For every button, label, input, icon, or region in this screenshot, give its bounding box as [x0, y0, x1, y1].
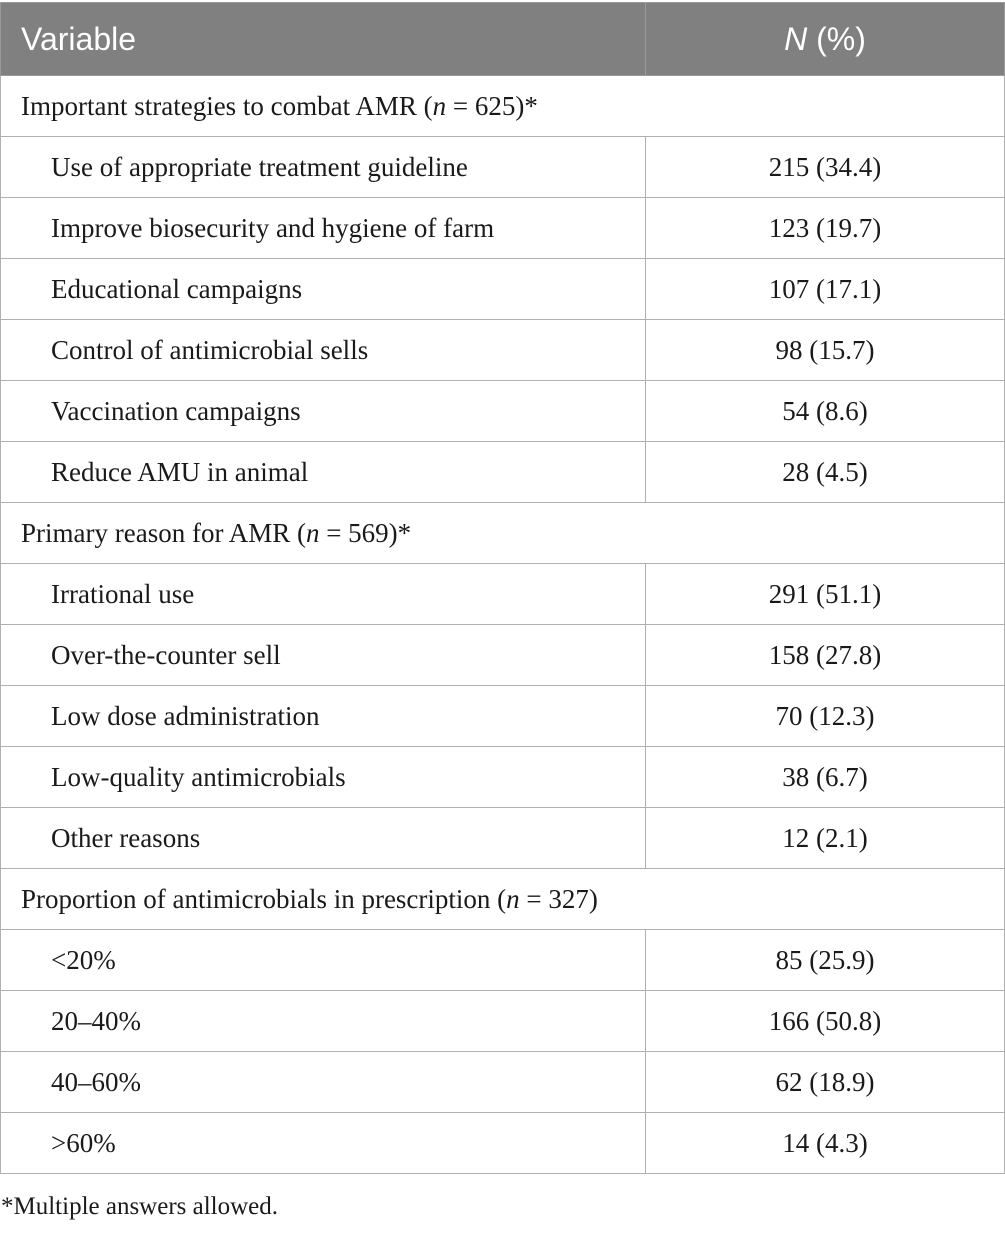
row-value: 62 (18.9) — [646, 1052, 1005, 1113]
row-value: 166 (50.8) — [646, 991, 1005, 1052]
header-n-symbol: N — [784, 20, 808, 57]
group-row — [1, 503, 1005, 564]
row-label: Reduce AMU in animal — [1, 442, 646, 503]
table-row — [1, 564, 1005, 625]
row-value: 123 (19.7) — [646, 198, 1005, 259]
table-row — [1, 747, 1005, 808]
row-value: 158 (27.8) — [646, 625, 1005, 686]
table-footnote: *Multiple answers allowed. — [1, 1193, 279, 1220]
group-title: Proportion of antimicrobials in prescription (n = 327) — [1, 869, 1005, 930]
row-label: Low dose administration — [1, 686, 646, 747]
table-row — [1, 686, 1005, 747]
row-value: 38 (6.7) — [646, 747, 1005, 808]
row-label: 40–60% — [1, 1052, 646, 1113]
table-row — [1, 442, 1005, 503]
table-row — [1, 381, 1005, 442]
table-row — [1, 991, 1005, 1052]
row-value: 54 (8.6) — [646, 381, 1005, 442]
table-row — [1, 808, 1005, 869]
group-row — [1, 869, 1005, 930]
table-row — [1, 320, 1005, 381]
row-value: 98 (15.7) — [646, 320, 1005, 381]
row-label: Low-quality antimicrobials — [1, 747, 646, 808]
header-row — [1, 3, 1005, 76]
row-value: 28 (4.5) — [646, 442, 1005, 503]
row-label: Improve biosecurity and hygiene of farm — [1, 198, 646, 259]
row-label: >60% — [1, 1113, 646, 1174]
group-title: Primary reason for AMR (n = 569)* — [1, 503, 1005, 564]
header-n-percent — [646, 3, 1005, 76]
table-row — [1, 930, 1005, 991]
row-label: Educational campaigns — [1, 259, 646, 320]
row-label: Control of antimicrobial sells — [1, 320, 646, 381]
row-label: Use of appropriate treatment guideline — [1, 137, 646, 198]
row-value: 12 (2.1) — [646, 808, 1005, 869]
row-value: 215 (34.4) — [646, 137, 1005, 198]
table-row — [1, 137, 1005, 198]
table-row — [1, 1052, 1005, 1113]
table-row — [1, 625, 1005, 686]
row-label: Vaccination campaigns — [1, 381, 646, 442]
table-row — [1, 198, 1005, 259]
table-row — [1, 1113, 1005, 1174]
row-value: 70 (12.3) — [646, 686, 1005, 747]
row-label: Other reasons — [1, 808, 646, 869]
row-value: 291 (51.1) — [646, 564, 1005, 625]
group-row — [1, 76, 1005, 137]
row-value: 14 (4.3) — [646, 1113, 1005, 1174]
row-label: 20–40% — [1, 991, 646, 1052]
row-label: Irrational use — [1, 564, 646, 625]
row-value: 107 (17.1) — [646, 259, 1005, 320]
group-title: Important strategies to combat AMR (n = 625)* — [1, 76, 1005, 137]
row-value: 85 (25.9) — [646, 930, 1005, 991]
header-variable: Variable — [1, 3, 646, 76]
header-percent: (%) — [807, 20, 866, 57]
table-row — [1, 259, 1005, 320]
row-label: Over-the-counter sell — [1, 625, 646, 686]
results-table — [0, 2, 1005, 1174]
row-label: <20% — [1, 930, 646, 991]
